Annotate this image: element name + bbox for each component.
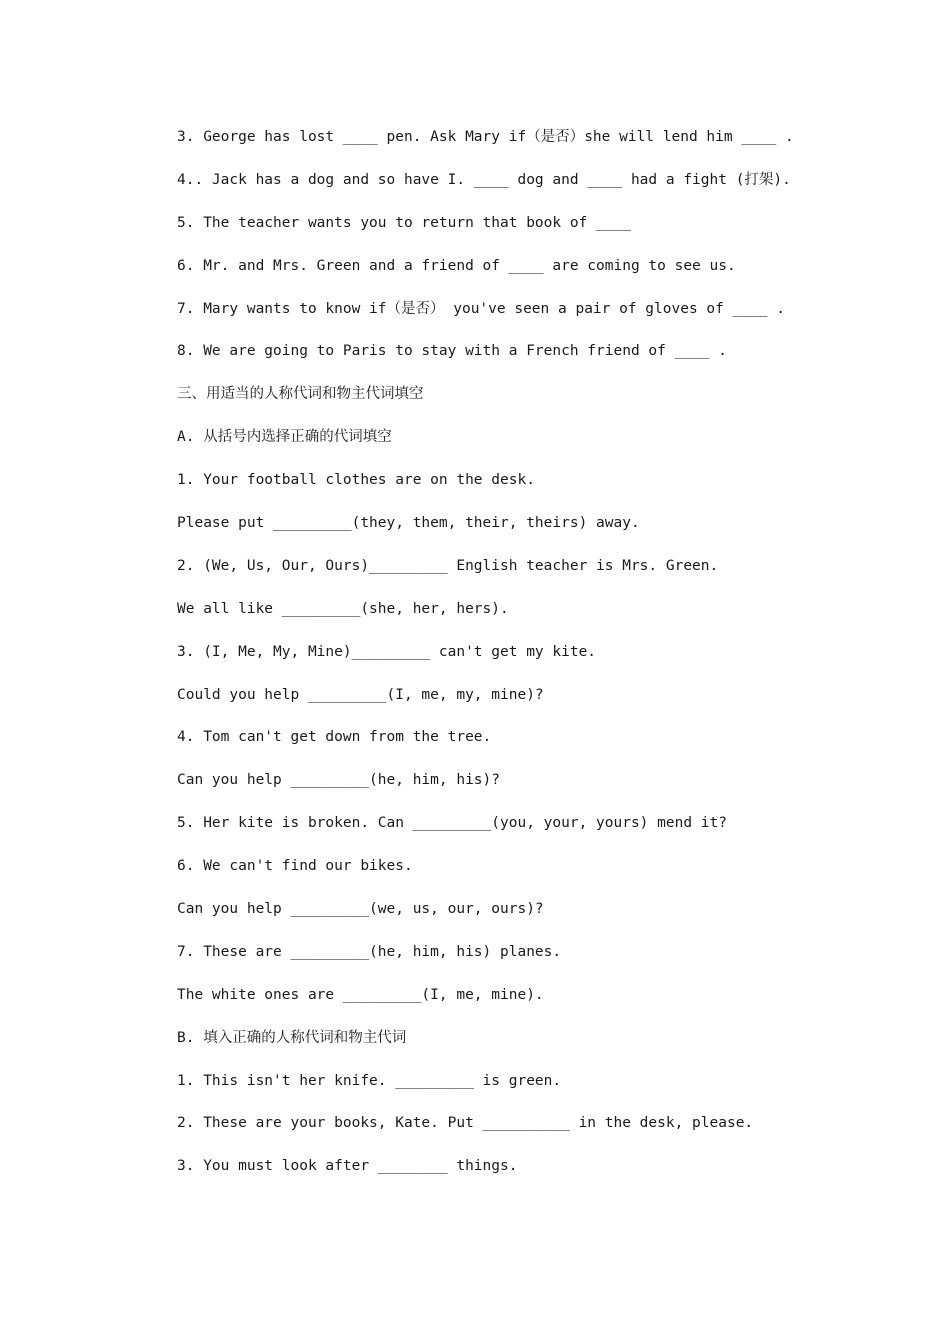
question-line: Could you help _________(I, me, my, mine)? (177, 686, 544, 703)
question-line: 3. George has lost ____ pen. Ask Mary if（是否）she will lend him ____ . (177, 129, 794, 145)
question-line: 6. Mr. and Mrs. Green and a friend of ____ are coming to see us. (177, 257, 736, 274)
question-line: 1. Your football clothes are on the desk. (177, 472, 535, 489)
section-heading: 三、用适当的人称代词和物主代词填空 (177, 386, 424, 403)
question-line: 4. Tom can't get down from the tree. (177, 729, 492, 746)
question-line: We all like _________(she, her, hers). (177, 600, 509, 617)
question-line: 8. We are going to Paris to stay with a French friend of ____ . (177, 343, 727, 360)
question-line: 1. This isn't her knife. _________ is green. (177, 1072, 562, 1089)
question-line: 3. You must look after ________ things. (177, 1158, 518, 1175)
question-line: Can you help _________(we, us, our, ours)? (177, 901, 544, 918)
question-line: 6. We can't find our bikes. (177, 858, 413, 875)
question-line: 2. (We, Us, Our, Ours)_________ English teacher is Mrs. Green. (177, 557, 719, 574)
question-line: Please put _________(they, them, their, theirs) away. (177, 515, 640, 532)
question-line: 7. These are _________(he, him, his) planes. (177, 943, 562, 960)
question-line: 2. These are your books, Kate. Put __________ in the desk, please. (177, 1115, 754, 1132)
question-line: 5. The teacher wants you to return that book of ____ (177, 214, 631, 231)
question-line: 7. Mary wants to know if（是否） you've seen a pair of gloves of ____ . (177, 300, 785, 317)
subsection-heading: A. 从括号内选择正确的代词填空 (177, 429, 392, 446)
subsection-heading: B. 填入正确的人称代词和物主代词 (177, 1029, 407, 1046)
question-line: 4.. Jack has a dog and so have I. ____ dog and ____ had a fight (打架). (177, 171, 791, 188)
exercise-text (177, 125, 877, 1197)
question-line: Can you help _________(he, him, his)? (177, 772, 501, 789)
question-line: 5. Her kite is broken. Can _________(you, your, yours) mend it? (177, 815, 727, 832)
question-line: 3. (I, Me, My, Mine)_________ can't get my kite. (177, 643, 597, 660)
question-line: The white ones are _________(I, me, mine). (177, 986, 544, 1003)
